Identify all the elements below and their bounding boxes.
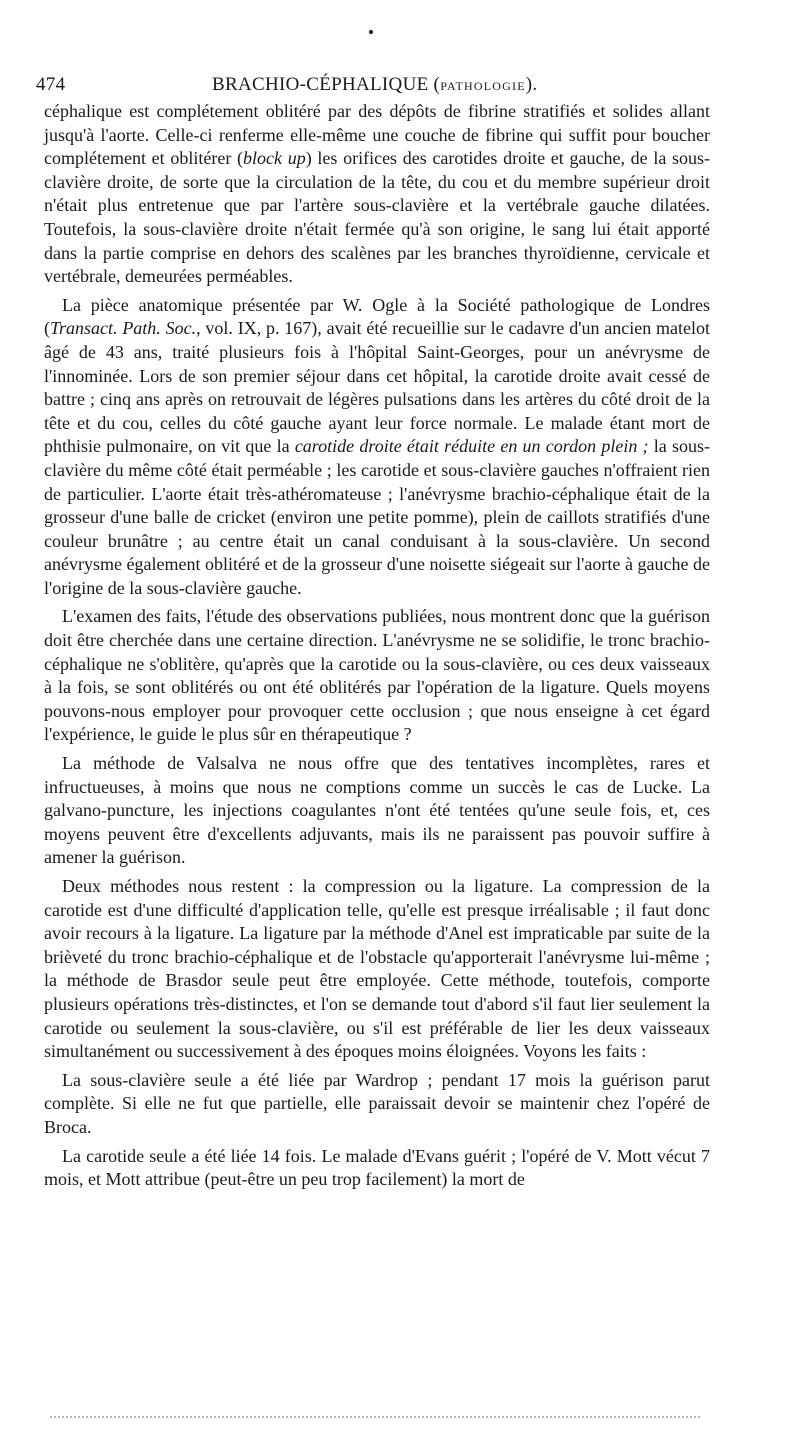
paragraph-6: La sous-clavière seule a été liée par Wardrop ; pendant 17 mois la guérison parut complète. Si elle ne fut que partielle, elle paraissait devoir se maintenir chez l'opéré de Broca.: [44, 1069, 710, 1137]
paragraph-1-text: céphalique est complétement oblitéré par des dépôts de fibrine stratifiés et solides allant jusqu'à l'aorte. Celle-ci renferme elle-même une couche de fibrine qui suffit pour boucher complétement et oblitérer (: [44, 101, 710, 169]
running-head-section: PATHOLOGIE: [440, 79, 526, 93]
paragraph-2-text-c: la sous-clavière du même côté était perméable ; les carotide et sous-clavière gauches n'offraient rien de particulier. L'aorte était très-athéromateuse ; l'anévrysme brachio-céphalique était de la grosseur d'une balle de cricket (environ une petite pomme), plein de caillots stratifiés d'une couleur brunâtre ; au centre était un canal conduisant à la sous-clavière. Un second anévrysme également oblitéré et de la grosseur d'une noisette siégeait sur l'aorte à gauche de l'origine de la sous-clavière gauche.: [44, 436, 710, 598]
paragraph-2-citation: Transact. Path. Soc.: [50, 318, 197, 339]
paragraph-1: [44, 100, 710, 289]
page-header: [36, 74, 736, 98]
paragraph-5: Deux méthodes nous restent : la compression ou la ligature. La compression de la carotide est d'une difficulté d'application telle, qu'elle est presque irréalisable ; il faut donc avoir recours à la ligature. La ligature par la méthode d'Anel est impraticable par suite de la brièveté du tronc brachio-céphalique et de l'obstacle qu'apporterait l'anévrysme lui-même ; la méthode de Brasdor seule peut être employée. Cette méthode, toutefois, comporte plusieurs opérations très-distinctes, et l'on se demande tout d'abord s'il faut lier seulement la carotide ou seulement la sous-clavière, ou s'il est préférable de lier les deux vaisseaux simultanément ou successivement à des époques moins éloignées. Voyons les faits :: [44, 876, 710, 1062]
running-head-close: ).: [525, 74, 538, 95]
paragraph-4: La méthode de Valsalva ne nous offre que des tentatives incomplètes, rares et infructueuses, à moins que nous ne comptions comme un succès le cas de Lucke. La galvano-puncture, les injections coagulantes n'ont été tentées qu'une seule fois, et, ces moyens peuvent être d'excellents adjuvants, mais ils ne paraissent pas pouvoir suffire à amener la guérison.: [44, 753, 710, 868]
paragraph-2: [44, 294, 710, 601]
print-speck: [369, 30, 373, 34]
body-text: [44, 100, 710, 1197]
paragraph-7: La carotide seule a été liée 14 fois. Le malade d'Evans guérit ; l'opéré de V. Mott vécut 7 mois, et Mott attribue (peut-être un peu trop facilement) la mort de: [44, 1145, 710, 1190]
paragraph-1-italic: block up: [243, 148, 306, 169]
running-head: [212, 74, 537, 96]
paragraph-2-italic: carotide droite était réduite en un cordon plein ;: [294, 436, 649, 457]
footer-rule: [50, 1416, 700, 1418]
page-number: 474: [36, 74, 66, 95]
paragraph-1-text-end: ) les orifices des carotides droite et gauche, de la sous-clavière droite, de sorte que la circulation de la tête, du cou et du membre supérieur droit n'était plus entretenue que par l'artère sous-clavière et la vertébrale gauche dilatées. Toutefois, la sous-clavière droite n'était fermée qu'à son origine, le sang lui était apporté dans la partie comprise en dehors des scalènes par les branches thyroïdienne, cervicale et vertébrale, demeurées perméables.: [44, 148, 711, 287]
paragraph-2-text-a: La pièce anatomique présentée par W. Ogle à la Société pathologique de Londres (: [44, 294, 710, 339]
paragraph-2-text-b: , vol. IX, p. 167), avait été recueillie sur le cadavre d'un ancien matelot âgé de 43 ans, traité plusieurs fois à l'hôpital Saint-Georges, pour un anévrysme de l'innominée. Lors de son premier séjour dans cet hôpital, la carotide droite avait cessé de battre ; cinq ans après on retrouvait de légères pulsations dans les artères du côté droit de la tête et du cou, celles du côté gauche ayant leur force normale. Le malade étant mort de phthisie pulmonaire, on vit que la: [44, 318, 710, 457]
running-head-title: BRACHIO-CÉPHALIQUE (: [212, 74, 441, 95]
paragraph-3: L'examen des faits, l'étude des observations publiées, nous montrent donc que la guérison doit être cherchée dans une certaine direction. L'anévrysme ne se solidifie, le tronc brachio-céphalique ne s'oblitère, qu'après que la carotide ou la sous-clavière, ou ces deux vaisseaux à la fois, se sont oblitérés ou ont été oblitérés par l'opération de la ligature. Quels moyens pouvons-nous employer pour provoquer cette occlusion ; que nous enseigne à cet égard l'expérience, le guide le plus sûr en thérapeutique ?: [44, 606, 710, 745]
